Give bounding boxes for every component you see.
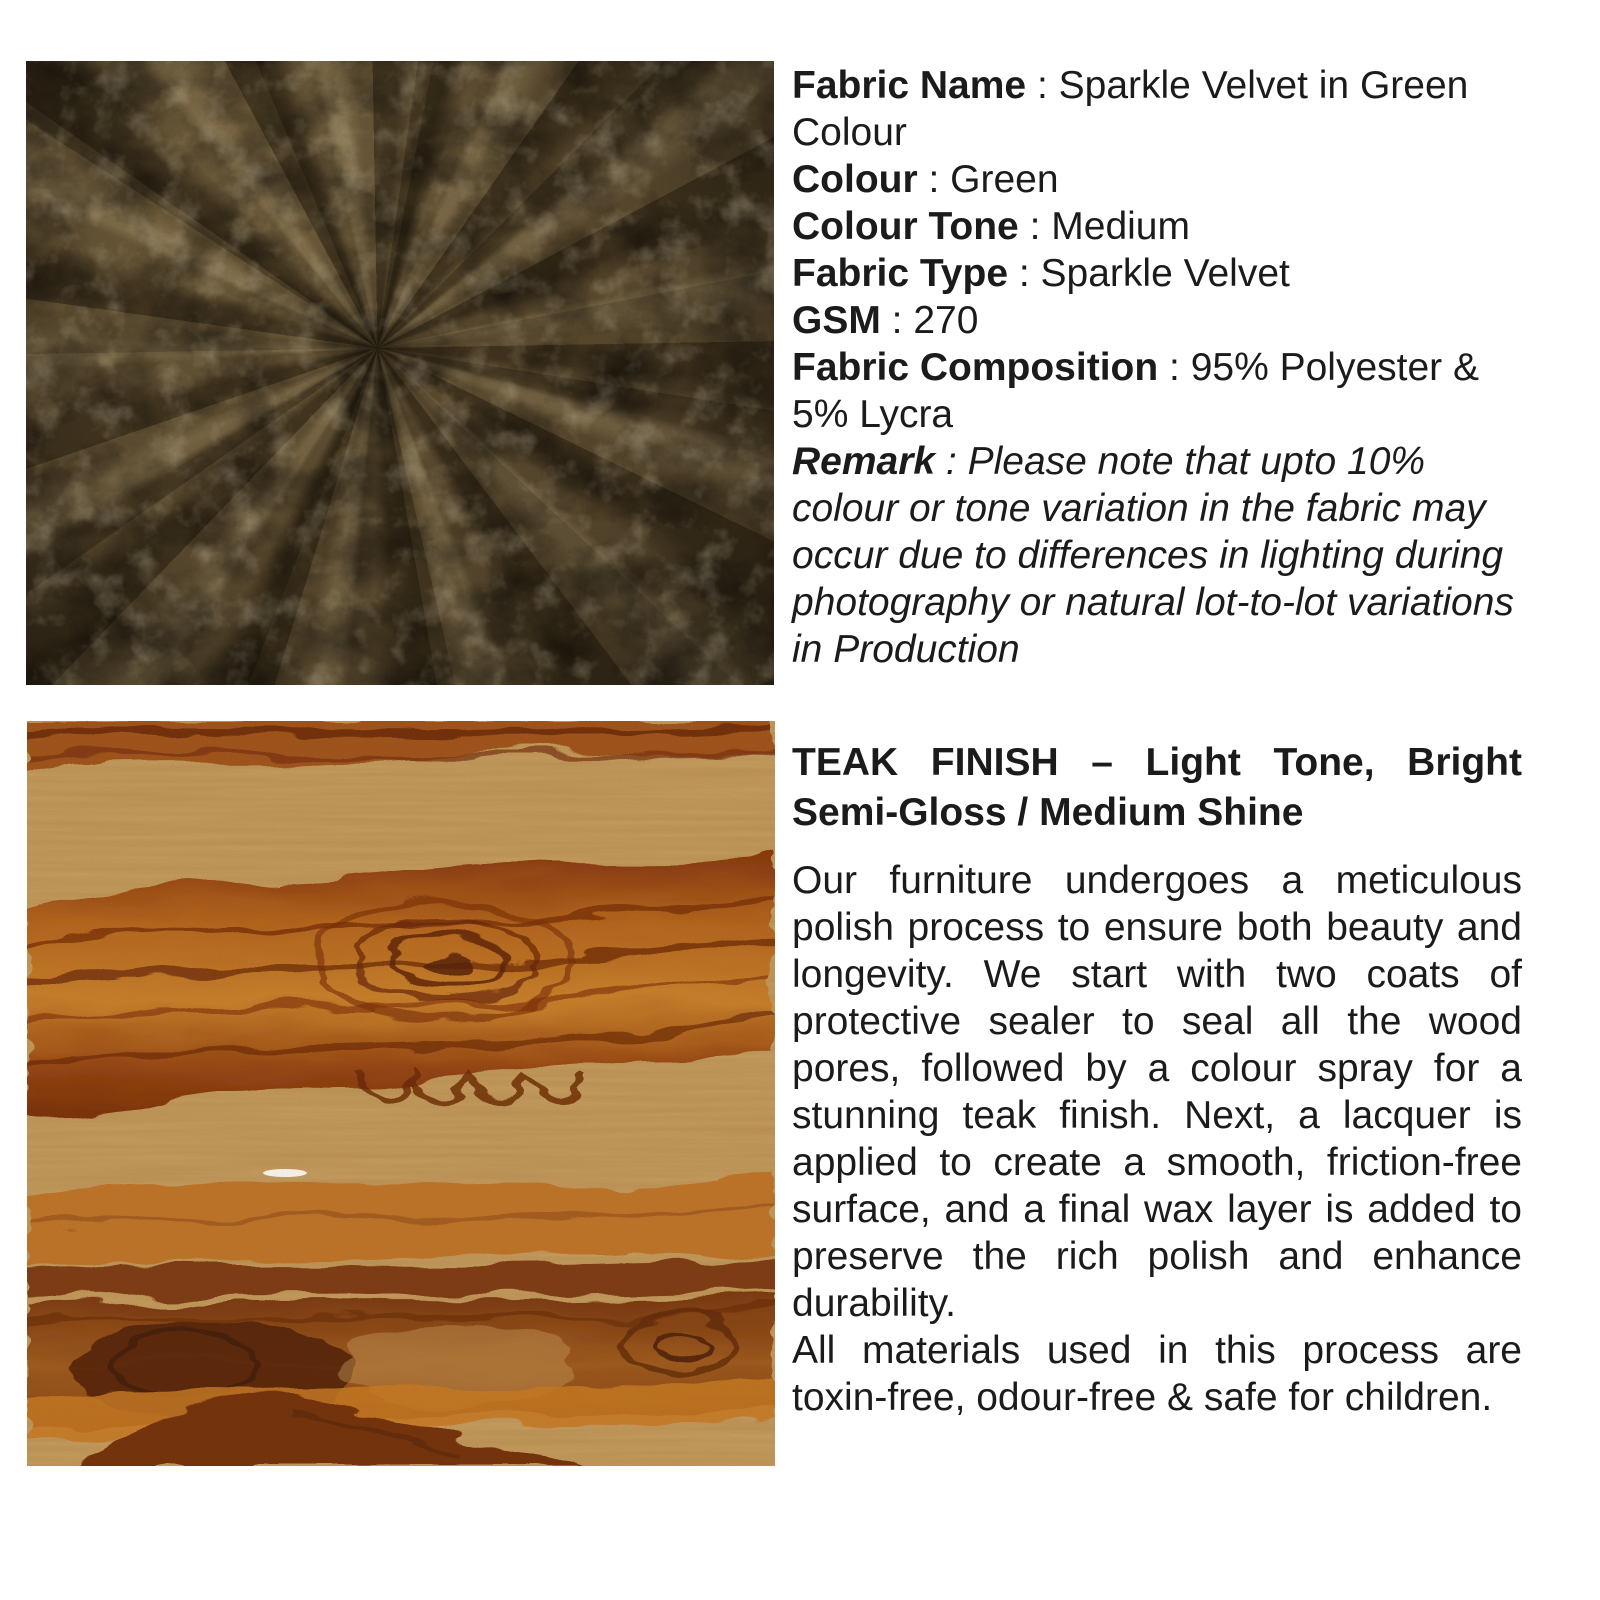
teak-finish-heading: TEAK FINISH – Light Tone, Bright Semi-Gloss / Medium Shine [792, 741, 1522, 834]
field-value: 95% Polyester & 5% Lycra [792, 346, 1480, 436]
field-separator: : [1026, 64, 1059, 107]
field-value: Green [950, 158, 1059, 201]
field-label: Colour Tone [792, 205, 1019, 248]
field-label: Fabric Composition [792, 346, 1159, 389]
field-value: Sparkle Velvet [1040, 252, 1290, 295]
field-value: Sparkle Velvet in Green Colour [792, 64, 1469, 154]
fabric-field-row [792, 62, 1522, 156]
fabric-field-row [792, 250, 1522, 297]
field-label: Fabric Name [792, 64, 1027, 107]
teak-wood-photo [27, 721, 775, 1466]
teak-finish-paragraph-2: All materials used in this process are toxin-free, odour-free & safe for children. [792, 1329, 1522, 1419]
field-separator: : [1158, 346, 1191, 389]
field-separator: : [1018, 205, 1052, 248]
field-label: Fabric Type [792, 252, 1009, 295]
field-value: Medium [1051, 205, 1190, 248]
fabric-remark-row [792, 438, 1522, 673]
teak-wood-grain [27, 721, 775, 1466]
fabric-texture-noise [26, 61, 774, 685]
field-separator: : [1008, 252, 1041, 295]
fabric-field-row [792, 344, 1522, 438]
field-separator: : [880, 299, 914, 342]
field-separator: : [917, 158, 951, 201]
fabric-field-row [792, 297, 1522, 344]
fabric-field-row [792, 156, 1522, 203]
fabric-field-row [792, 203, 1522, 250]
fabric-field-list [792, 62, 1522, 438]
field-label: Colour [792, 158, 918, 201]
fabric-spec-block [792, 62, 1522, 673]
teak-finish-block [792, 738, 1522, 1421]
remark-text: : Please note that upto 10% colour or tone variation in the fabric may occur due to differences in lighting during photography or natural lot-to-lot variations in Production [792, 440, 1514, 671]
teak-finish-paragraph-1: Our furniture undergoes a meticulous polish process to ensure both beauty and longevity. We start with two coats of protective sealer to seal all the wood pores, followed by a colour spray for a stunning teak finish. Next, a lacquer is applied to create a smooth, friction-free surface, and a final wax layer is added to preserve the rich polish and enhance durability. [792, 859, 1522, 1325]
field-value: 270 [913, 299, 979, 342]
field-label: GSM [792, 299, 881, 342]
sparkle-velvet-photo [26, 61, 774, 685]
remark-label: Remark [792, 440, 936, 483]
